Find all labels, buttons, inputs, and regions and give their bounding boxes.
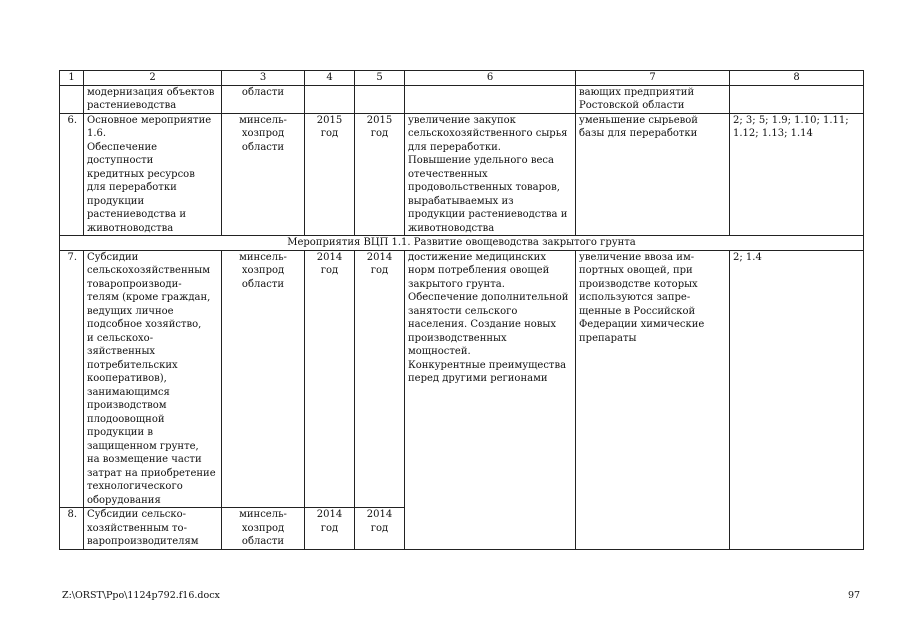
header-cell: 8 — [730, 71, 864, 86]
header-cell: 1 — [60, 71, 84, 86]
end-year — [355, 85, 405, 113]
section-row — [60, 236, 864, 251]
header-cell: 7 — [576, 71, 730, 86]
row-number — [60, 85, 84, 113]
start-year — [305, 85, 355, 113]
table-row — [60, 508, 864, 550]
consequences: уменьшение сырьевой базы для переработки — [576, 113, 730, 236]
measure-name: Основное мероприятие 1.6. Обеспечение доступности кредитных ресурсов для переработки продукции растениеводства и животноводства — [84, 113, 222, 236]
indicators: 2; 1.4 — [730, 250, 864, 508]
file-path: Z:\ORST\Ppo\1124p792.f16.docx — [62, 590, 220, 601]
header-cell: 2 — [84, 71, 222, 86]
indicators — [730, 85, 864, 113]
executor: области — [222, 85, 305, 113]
start-year: 2014 год — [305, 508, 355, 550]
measure-name: модернизация объектов растениеводства — [84, 85, 222, 113]
indicators: 2; 3; 5; 1.9; 1.10; 1.11; 1.12; 1.13; 1.14 — [730, 113, 864, 236]
header-row — [60, 71, 864, 86]
table-row — [60, 113, 864, 236]
executor: минсель- хозпрод области — [222, 113, 305, 236]
consequences — [576, 508, 730, 550]
section-title: Мероприятия ВЦП 1.1. Развитие овощеводства закрытого грунта — [60, 236, 864, 251]
continuation-row — [60, 85, 864, 113]
end-year: 2015 год — [355, 113, 405, 236]
measure-name: Субсидии сельскохозяйственным товаропроизводи- телям (кроме граждан, ведущих личное подсобное хозяйство, и сельскохо- зяйственных потребительских кооперативов), занимающимся производством плодоовощной продукции в защищенном грунте, на возмещение части затрат на приобретение технологического оборудования — [84, 250, 222, 508]
row-number: 6. — [60, 113, 84, 236]
start-year: 2014 год — [305, 250, 355, 508]
start-year: 2015 год — [305, 113, 355, 236]
page-number: 97 — [848, 590, 861, 601]
row-number: 8. — [60, 508, 84, 550]
expected-result: достижение медицинских норм потребления овощей закрытого грунта. Обеспечение дополнительной занятости сельского населения. Создание новых производственных мощностей. Конкурентные преимущества перед другими регионами — [405, 250, 576, 508]
measures-table — [59, 70, 864, 550]
header-cell: 3 — [222, 71, 305, 86]
measure-name: Субсидии сельско- хозяйственным то- варопроизводителям — [84, 508, 222, 550]
executor: минсель- хозпрод области — [222, 250, 305, 508]
expected-result — [405, 508, 576, 550]
expected-result — [405, 85, 576, 113]
expected-result: увеличение закупок сельскохозяйственного сырья для переработки. Повышение удельного веса отечественных продовольственных товаров, вырабатываемых из продукции растениеводства и животноводства — [405, 113, 576, 236]
header-cell: 5 — [355, 71, 405, 86]
header-cell: 6 — [405, 71, 576, 86]
row-number: 7. — [60, 250, 84, 508]
consequences: увеличение ввоза им- портных овощей, при производстве которых используются запре- щенные в Российской Федерации химические препараты — [576, 250, 730, 508]
end-year: 2014 год — [355, 508, 405, 550]
header-cell: 4 — [305, 71, 355, 86]
end-year: 2014 год — [355, 250, 405, 508]
indicators — [730, 508, 864, 550]
executor: минсель- хозпрод области — [222, 508, 305, 550]
table-row — [60, 250, 864, 508]
consequences: вающих предприятий Ростовской области — [576, 85, 730, 113]
